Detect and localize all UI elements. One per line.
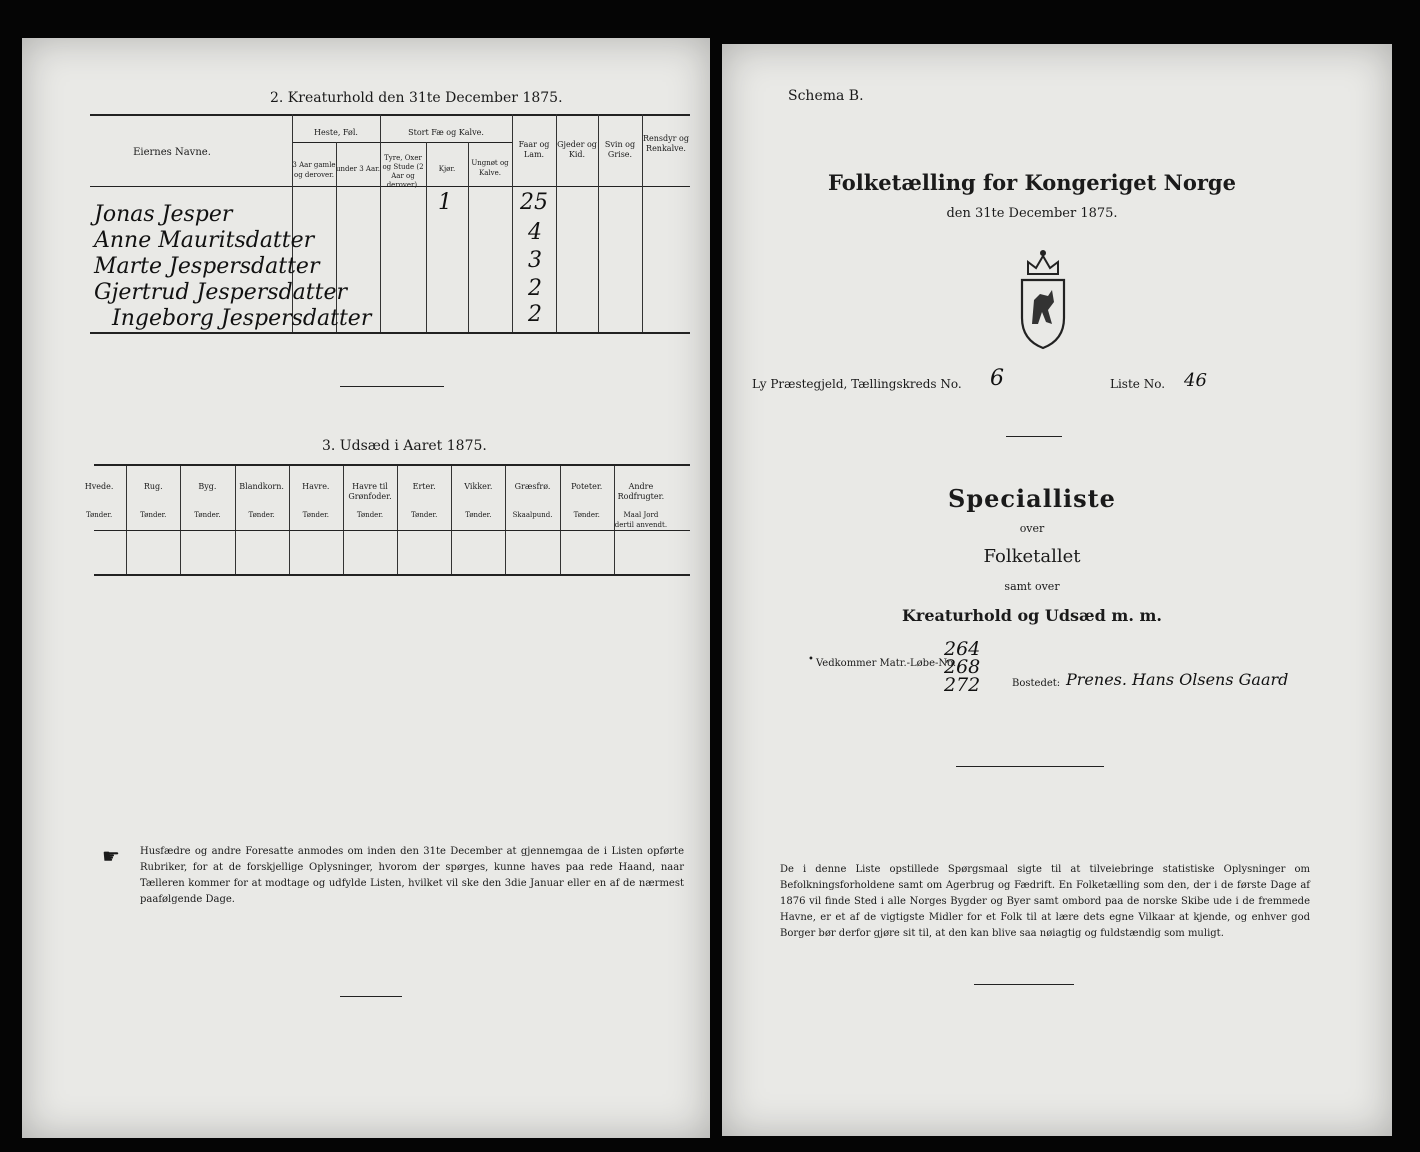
- section2-title: 2. Kreaturhold den 31te December 1875.: [270, 90, 563, 106]
- heste-a-header: 3 Aar gamle og derover.: [292, 161, 336, 179]
- divider: [956, 766, 1104, 767]
- owner-col-header: Eiernes Navne.: [133, 147, 211, 158]
- footnote: Husfædre og andre Foresatte anmodes om inden den 31te December at gjennemgaa de i Listen opførte Rubriker, for at de forskjellige Oplysninger, hvorom der spørges, kunne haves paa rede Haand, naar Tælleren kommer for at modtage og udfylde Listen, hvilket vil ske den 3die Januar eller en af de nærmest paafølgende Dage.: [140, 846, 684, 905]
- stort-a-header: Tyre, Oxer og Stude (2 Aar og derover).: [382, 154, 424, 189]
- seed-crop-header: Byg.: [198, 482, 217, 491]
- samt-over-text: samt over: [1004, 580, 1060, 593]
- kjor-count: 1: [438, 190, 452, 215]
- seed-unit-label: Skaalpund.: [512, 511, 553, 519]
- svin-header: Svin og Grise.: [604, 140, 636, 159]
- faar-count: 4: [528, 220, 542, 245]
- seed-unit-label: Tønder.: [194, 511, 221, 519]
- rensdyr-header: Rensdyr og Renkalve.: [643, 134, 689, 153]
- district-label: Ly Præstegjeld, Tællingskreds No.: [752, 377, 962, 391]
- specialliste-heading: Specialliste: [948, 484, 1116, 513]
- heste-b-header: under 3 Aar.: [336, 165, 380, 173]
- table-bottom-rule: [90, 332, 690, 334]
- seed-table-header-rule: [94, 530, 690, 531]
- seed-crop-header: Græsfrø.: [514, 482, 551, 491]
- owner-name: Anne Mauritsdatter: [94, 228, 315, 253]
- divider: [340, 386, 444, 387]
- stort-b-header: Kjør.: [438, 165, 456, 173]
- coat-of-arms-icon: [1014, 244, 1072, 350]
- seed-unit-label: Tønder.: [302, 511, 329, 519]
- seed-crop-header: Rug.: [143, 482, 163, 491]
- seed-table-bottom-rule: [94, 574, 690, 576]
- faar-count: 2: [528, 276, 542, 301]
- matr-number: 264: [944, 638, 981, 660]
- seed-crop-header: Havre til Grønfoder.: [348, 482, 392, 501]
- owner-name: Jonas Jesper: [94, 202, 233, 227]
- faar-count: 2: [528, 302, 542, 327]
- divider: [974, 984, 1074, 985]
- seed-crop-header: Vikker.: [464, 482, 493, 491]
- left-page: [22, 38, 710, 1138]
- owner-name: Marte Jespersdatter: [94, 254, 320, 279]
- seed-unit-label: Maal Jord dertil anvendt.: [614, 511, 668, 529]
- schema-label: Schema B.: [788, 88, 864, 104]
- seed-unit-label: Tønder.: [573, 511, 600, 519]
- stort-header: Stort Fæ og Kalve.: [408, 128, 484, 137]
- list-label: Liste No.: [1110, 377, 1166, 391]
- gjeder-header: Gjeder og Kid.: [557, 140, 597, 159]
- matr-number: 272: [944, 674, 981, 696]
- table-top-rule: [90, 114, 690, 116]
- bullet-dot: •: [808, 654, 814, 665]
- group-rule: [292, 142, 512, 143]
- seed-unit-label: Tønder.: [465, 511, 492, 519]
- page-title: Folketælling for Kongeriget Norge: [828, 170, 1236, 195]
- folketallet-heading: Folketallet: [983, 546, 1081, 567]
- list-number: 46: [1184, 370, 1207, 391]
- divider: [340, 996, 402, 997]
- district-number: 6: [990, 366, 1004, 391]
- bosted-label: Bostedet:: [1012, 678, 1061, 689]
- right-page: [722, 44, 1392, 1136]
- seed-crop-header: Hvede.: [84, 482, 114, 491]
- info-paragraph: De i denne Liste opstillede Spørgsmaal sigte til at tilveiebringe statistiske Oplysninger om Befolkningsforholdene samt om Agerbrug og Fædrift. En Folketælling som den, der i de første Dage af 1876 vil finde Sted i alle Norges Bygder og Byer samt ombord paa de norske Skibe ude i de fremmede Havne, er et af de vigtigste Midler for et Folk til at lære dets egne Vilkaar at kjende, og enhver god Borger bør derfor gjøre sit til, at den kan blive saa nøiagtig og fuldstændig som muligt.: [780, 864, 1310, 939]
- date-line: den 31te December 1875.: [946, 206, 1118, 221]
- bosted-value: Prenes. Hans Olsens Gaard: [1066, 670, 1289, 689]
- seed-crop-header: Andre Rodfrugter.: [617, 482, 665, 501]
- stort-c-header: Ungnøt og Kalve.: [471, 159, 509, 177]
- seed-unit-label: Tønder.: [248, 511, 275, 519]
- section3-title: 3. Udsæd i Aaret 1875.: [322, 438, 487, 454]
- seed-table-top-rule: [94, 464, 690, 466]
- divider: [1006, 436, 1062, 437]
- owner-name: Ingeborg Jespersdatter: [112, 306, 372, 331]
- heste-header: Heste, Føl.: [314, 128, 358, 137]
- seed-unit-label: Tønder.: [140, 511, 167, 519]
- pointing-hand-icon: ☛: [102, 844, 120, 868]
- faar-header: Faar og Lam.: [518, 140, 550, 159]
- over-text: over: [1019, 522, 1045, 535]
- seed-crop-header: Poteter.: [571, 482, 603, 491]
- faar-count: 3: [528, 248, 542, 273]
- seed-crop-header: Havre.: [302, 482, 330, 491]
- seed-crop-header: Blandkorn.: [239, 482, 284, 491]
- owner-name: Gjertrud Jespersdatter: [94, 280, 347, 305]
- kreatur-heading: Kreaturhold og Udsæd m. m.: [902, 606, 1162, 625]
- faar-count: 25: [520, 190, 548, 215]
- matr-number: 268: [944, 656, 981, 678]
- seed-crop-header: Erter.: [412, 482, 436, 491]
- col-line: [380, 114, 381, 332]
- seed-unit-label: Tønder.: [411, 511, 438, 519]
- matr-label: Vedkommer Matr.-Løbe-No.: [816, 658, 957, 669]
- seed-unit-label: Tønder.: [85, 511, 113, 519]
- seed-unit-label: Tønder.: [356, 511, 384, 519]
